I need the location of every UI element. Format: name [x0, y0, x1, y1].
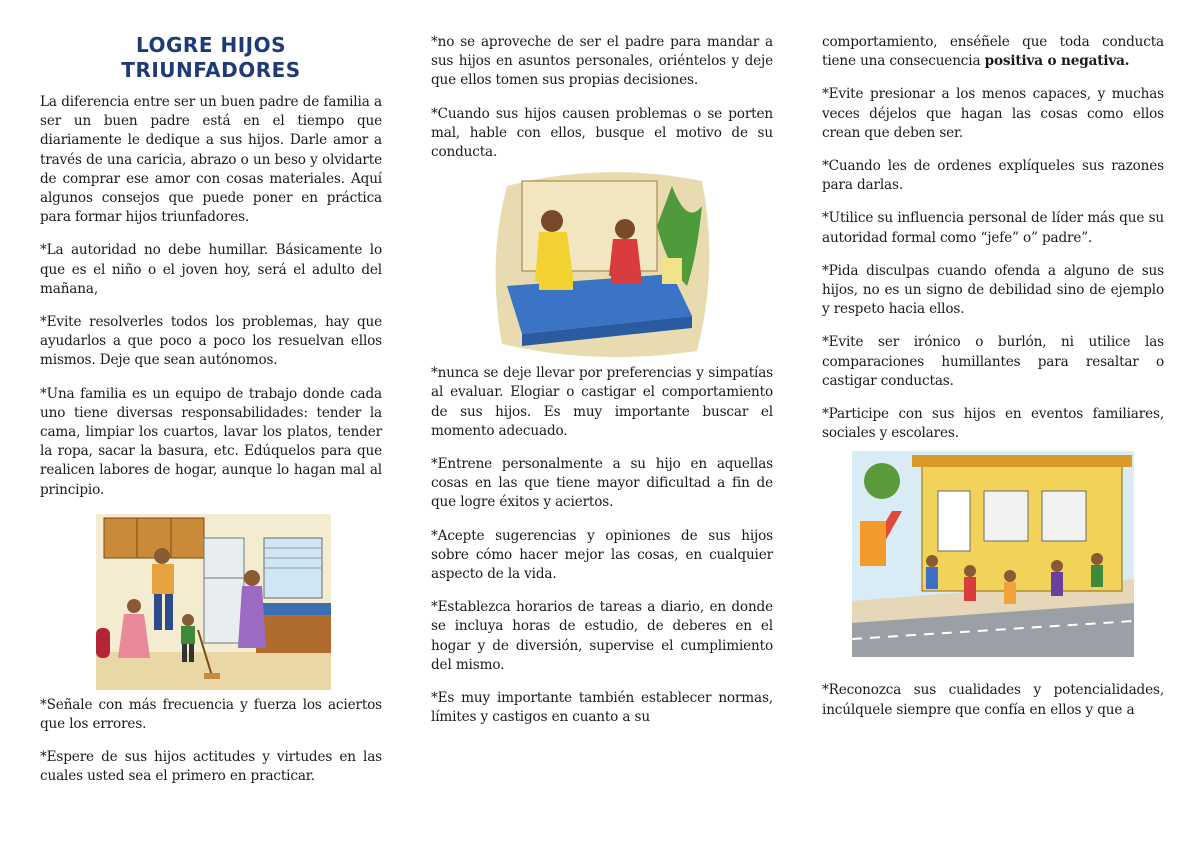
- tip-paragraph: *Acepte sugerencias y opiniones de sus hijos sobre cómo hacer mejor las cosas, en cualquier aspecto de la vida.: [431, 527, 773, 583]
- tip-paragraph: *Participe con sus hijos en eventos familiares, sociales y escolares.: [822, 406, 1164, 442]
- tip-paragraph: *Señale con más frecuencia y fuerza los aciertos que los errores.: [40, 696, 382, 733]
- family-chores-illustration: [76, 508, 346, 690]
- school-community-illustration: [852, 451, 1134, 657]
- tip-paragraph: *Es muy importante también establecer normas, límites y castigos en cuanto a su: [431, 690, 773, 726]
- column-2: [431, 0, 773, 741]
- tip-paragraph: *Entrene personalmente a su hijo en aquellas cosas en las que tiene mayor dificultad a fin de que logre éxitos y aciertos.: [431, 456, 773, 511]
- tip-paragraph: *Evite resolverles todos los problemas, hay que ayudarlos a que poco a poco los resuelvan ellos mismos. Deje que sean autónomos.: [40, 314, 382, 369]
- tip-paragraph: *Evite presionar a los menos capaces, y muchas veces déjelos que hagan las cosas como ellos crean que deben ser.: [822, 86, 1164, 141]
- tip-paragraph: *no se aproveche de ser el padre para mandar a sus hijos en asuntos personales, oriéntelos y deje que ellos tomen sus propias decisiones.: [431, 34, 773, 89]
- tip-paragraph: *Cuando sus hijos causen problemas o se porten mal, hable con ellos, busque el motivo de su conducta.: [431, 105, 773, 161]
- tip-paragraph: *Una familia es un equipo de trabajo donde cada uno tiene diversas responsabilidades: tender la cama, limpiar los cuartos, lavar los platos, tender la ropa, sacar la basura, etc. Edúquelos para que realicen labores de hogar, aunque lo hagan mal al principio.: [40, 385, 382, 498]
- column-3: [822, 0, 1164, 734]
- tip-paragraph: *Cuando les de ordenes explíqueles sus razones para darlas.: [822, 158, 1164, 194]
- tip-paragraph: *Reconozca sus cualidades y potencialidades, incúlquele siempre que confía en ellos y que a: [822, 682, 1164, 718]
- mother-son-talk-illustration: [487, 166, 717, 358]
- intro-paragraph: La diferencia entre ser un buen padre de familia a ser un buen padre está en el tiempo que diariamente le dedique a sus hijos. Darle amor a través de una caricia, abrazo o un beso y olvidarte de comprar ese amor con cosas materiales. Aquí algunos consejos que puede poner en práctica para formar hijos triunfadores.: [40, 94, 382, 226]
- page-title: [40, 33, 382, 83]
- tip-paragraph: *Evite ser irónico o burlón, ni utilice las comparaciones humillantes para resaltar o castigar conductas.: [822, 334, 1164, 389]
- tip-text: comportamiento, enséñele que toda conducta tiene una consecuencia: [822, 34, 1164, 70]
- tip-paragraph: *La autoridad no debe humillar. Básicamente lo que es el niño o el joven hoy, será el adulto del mañana,: [40, 242, 382, 297]
- column-1: [40, 0, 382, 801]
- title-line-1: LOGRE HIJOS: [135, 33, 286, 57]
- tip-paragraph: *Establezca horarios de tareas a diario, en donde se incluya horas de estudio, de deberes en el hogar y de diversión, supervise el cumplimiento del mismo.: [431, 599, 773, 673]
- tip-paragraph: *Espere de sus hijos actitudes y virtudes en las cuales usted sea el primero en practicar.: [40, 749, 382, 785]
- tip-paragraph: *Pida disculpas cuando ofenda a alguno de sus hijos, no es un signo de debilidad sino de ejemplo y respeto hacia ellos.: [822, 262, 1164, 318]
- tip-paragraph: *nunca se deje llevar por preferencias y simpatías al evaluar. Elogiar o castigar el comportamiento de sus hijos. Es muy importante buscar el momento adecuado.: [431, 365, 773, 439]
- tip-paragraph: [822, 33, 1164, 71]
- title-line-2: TRIUNFADORES: [121, 58, 301, 82]
- tip-paragraph: *Utilice su influencia personal de líder más que su autoridad formal como “jefe” o” padre”.: [822, 210, 1164, 246]
- tip-emphasis: positiva o negativa.: [984, 53, 1130, 70]
